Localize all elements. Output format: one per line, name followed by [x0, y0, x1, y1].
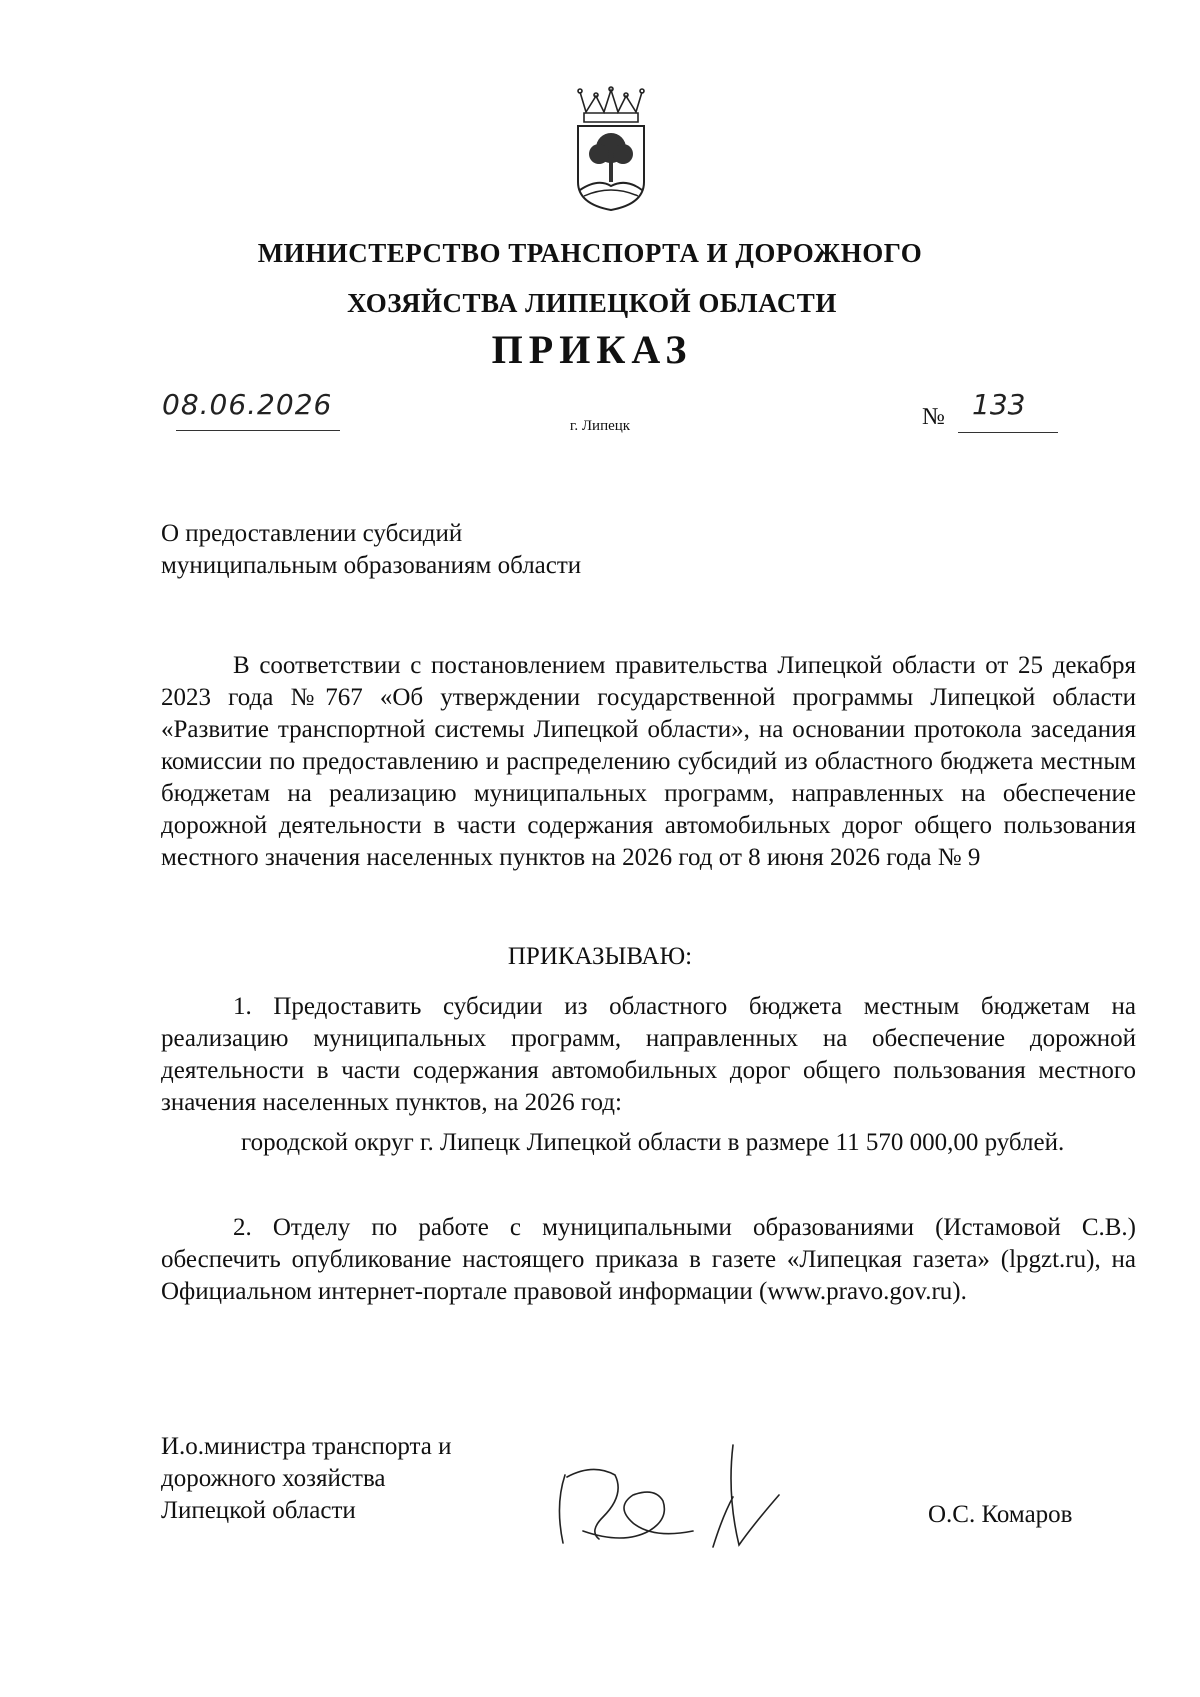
ministry-title-line1: МИНИСТЕРСТВО ТРАНСПОРТА И ДОРОЖНОГО: [257, 238, 923, 268]
document-date: 08.06.2026: [162, 388, 333, 421]
position-line2: дорожного хозяйства: [161, 1465, 386, 1492]
position-line3: Липецкой области: [161, 1497, 356, 1524]
order-item-1-recipient: городской округ г. Липецк Липецкой области в размере 11 570 000,00 рублей.: [241, 1129, 1065, 1156]
number-underline: [958, 432, 1058, 433]
position-line1: И.о.министра транспорта и: [161, 1433, 452, 1460]
order-item-1: 1. Предоставить субсидии из областного бюджета местным бюджетам на реализацию муниципальных программ, направленных на обеспечение дорожной деятельности в части содержания автомобильных дорог общего пользования местного значения населенных пунктов, на 2026 год:: [161, 993, 1136, 1116]
number-sign: №: [922, 404, 945, 430]
order-item-2: 2. Отделу по работе с муниципальными образованиями (Истамовой С.В.) обеспечить опубликование настоящего приказа в газете «Липецкая газета» (lpgzt.ru), на Официальном интернет-портале правовой информации (www.pravo.gov.ru).: [161, 1214, 1136, 1305]
document-subject: [161, 518, 581, 582]
document-number: 133: [972, 388, 1026, 421]
coat-of-arms-icon: [572, 86, 650, 212]
signer-name: О.С. Комаров: [928, 1501, 1073, 1528]
subject-line1: О предоставлении субсидий: [161, 520, 463, 547]
signer-position: [161, 1431, 452, 1527]
order-heading: ПРИКАЗЫВАЮ:: [507, 943, 693, 970]
ministry-title-line2: ХОЗЯЙСТВА ЛИПЕЦКОЙ ОБЛАСТИ: [347, 288, 837, 318]
document-city: г. Липецк: [569, 418, 631, 434]
subject-line2: муниципальным образованиям области: [161, 552, 582, 579]
basis-paragraph: В соответствии с постановлением правительства Липецкой области от 25 декабря 2023 года №767 «Об утверждении государственной программы Липецкой области «Развитие транспортной системы Липецкой области», на основании протокола заседания комиссии по предоставлению и распределению субсидий из областного бюджета местным бюджетам на реализацию муниципальных программ, направленных на обеспечение дорожной деятельности в части содержания автомобильных дорог общего пользования местного значения населенных пунктов на 2026 год от 8 июня 2026 года № 9: [161, 652, 1136, 871]
handwritten-signature: [553, 1435, 843, 1560]
document-type: ПРИКАЗ: [491, 327, 693, 372]
